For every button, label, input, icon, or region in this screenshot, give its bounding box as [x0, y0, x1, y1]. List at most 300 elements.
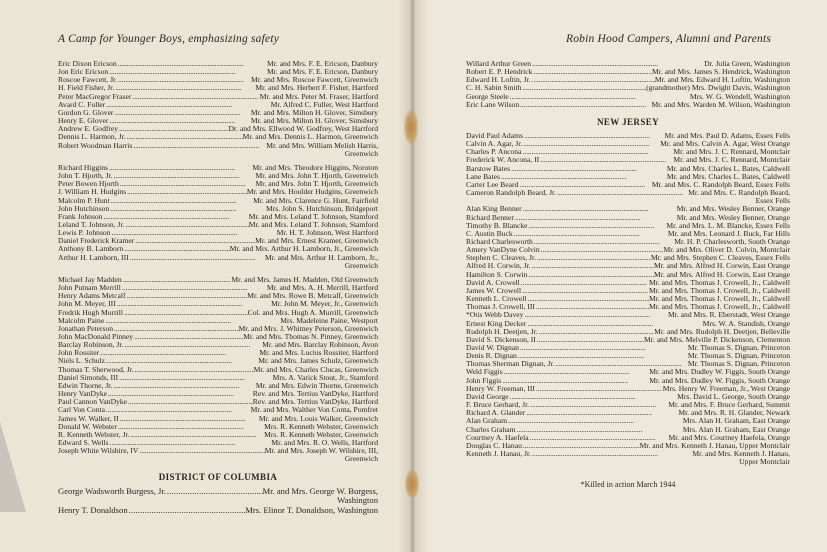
- dot-leader: [123, 309, 248, 317]
- camper-name: David W. Dignan: [466, 343, 519, 352]
- camper-name: John Hutchinson: [58, 203, 110, 213]
- camper-name: Edwin Thorne, Jr.: [58, 380, 113, 390]
- parent-info: Mr. and Mrs. James H. Madden, Old Greenwich: [231, 274, 378, 284]
- dot-leader: [105, 101, 270, 109]
- dot-leader: [125, 292, 247, 300]
- parent-info: Mr. and Mrs. Arthur H. Lamborn, Jr., Greenwich: [229, 244, 378, 254]
- dot-leader: [166, 487, 263, 497]
- camper-name: Kenneth L. Crowell: [466, 294, 527, 304]
- camper-name: Alfred H. Corwin, Jr.: [466, 261, 531, 271]
- parent-info: Mr. and Mrs. Wesley Benner, Orange: [676, 204, 790, 214]
- camper-name: Barstow Bates: [466, 163, 511, 173]
- parent-info: Mr. and Mrs. Kenneth J. Hanau,: [692, 449, 790, 459]
- parent-info: Mr. and Mrs. Wesley Benner, Orange: [676, 212, 790, 222]
- parent-info: Mr. and Mrs. Theodore Higgins, Noroton: [252, 162, 378, 172]
- camper-name: Fredrik Hugh Murrill: [58, 307, 123, 317]
- left-page: [0, 0, 410, 552]
- dot-leader: [535, 385, 663, 393]
- camper-name: John M. Meyer, III: [58, 299, 116, 309]
- parent-info: Mr. and Mrs. Walther Von Conta, Pomfret: [250, 405, 378, 415]
- camper-name: Richard Charlesworth: [466, 236, 533, 246]
- parent-info: Mr. Thomas S. Dignan, Princeton: [687, 359, 790, 369]
- dot-leader: [108, 117, 250, 125]
- dot-leader: [113, 172, 256, 180]
- dot-leader: [109, 205, 266, 213]
- dot-leader: [528, 222, 667, 230]
- camper-name: David Paul Adams: [466, 130, 523, 140]
- parent-info: Mrs. W. A. Standish, Orange: [702, 318, 790, 328]
- camper-name: George Steele: [466, 91, 509, 101]
- camper-name: David A. Crowell: [466, 277, 520, 287]
- dot-leader: [519, 344, 688, 352]
- camper-name: Rudolph H. Deetjen, Jr.: [466, 326, 538, 336]
- dot-leader: [531, 60, 704, 68]
- parent-info: Mr. and Mrs. Rudolph H. Deetjen, Belleville: [654, 326, 790, 336]
- listing-row: [466, 101, 790, 109]
- camper-name: C. H. Sabin Smith: [466, 83, 522, 93]
- camper-name: Richard A. Glander: [466, 408, 526, 418]
- dot-leader: [119, 415, 259, 423]
- dot-leader: [121, 284, 267, 292]
- dc-listing-continued: [466, 60, 790, 109]
- parent-info: Mr. and Mrs. Joseph W. Wilshire, III,: [264, 446, 378, 456]
- parent-info: Mr. and Mrs. Clarence G. Hunt, Fairfield: [253, 195, 378, 205]
- dot-leader: [520, 279, 649, 287]
- camper-name: George Wadsworth Burgess, Jr.: [58, 485, 166, 496]
- dot-leader: [108, 164, 252, 172]
- parent-info: Mr. and Mrs. Leonard J. Buck, Far Hills: [667, 228, 790, 238]
- camper-name: Henry Adams Metcalf: [58, 291, 126, 301]
- camper-name: *Otis Webb Davey: [466, 310, 524, 320]
- parent-info: Mr. and Mrs. Edward H. Loftin, Washington: [654, 75, 790, 85]
- camper-name: Hamilton S. Corwin: [466, 269, 528, 279]
- parent-info: Mr. and Mrs. Barclay Robinson, Avon: [262, 340, 378, 350]
- dot-leader: [117, 60, 267, 68]
- parent-info-continued: Essex Fells: [755, 196, 790, 206]
- camper-name: Leland T. Johnson, Jr.: [58, 219, 125, 229]
- parent-info: Mr. and Mrs. William Melish Harris,: [266, 140, 378, 150]
- camper-name: Timothy B. Blancke: [466, 220, 528, 230]
- footnote: *Killed in action March 1944: [580, 480, 676, 490]
- parent-info: Mrs. John S. Hutchinson, Bridgeport: [265, 203, 378, 213]
- camper-name: Jonathan Peterson: [58, 323, 114, 333]
- dot-leader: [518, 181, 652, 189]
- camper-name: Thomas T. Sherwood, Jr.: [58, 364, 134, 374]
- left-page-header: A Camp for Younger Boys, emphasizing safety: [58, 33, 280, 45]
- parent-info-continued: Greenwich: [344, 454, 378, 464]
- dot-leader: [535, 303, 649, 311]
- parent-info: Mr. Thomas S. Dignan, Princeton: [687, 351, 790, 361]
- parent-info: Mr. and Mrs. John T. Hjorth, Greenwich: [255, 179, 378, 189]
- dot-leader: [129, 254, 265, 262]
- camper-name: Frank Johnson: [58, 211, 103, 221]
- parent-info: Mr. and Mrs. C. Randolph Beard,: [688, 188, 790, 198]
- right-page: [414, 0, 827, 552]
- camper-name: James W. Walker, II: [58, 413, 119, 423]
- camper-name: Alan Graham: [466, 416, 508, 426]
- parent-info: Mr. and Mrs. Milton H. Glover, Simsbury: [250, 107, 378, 117]
- camper-name: Stephen C. Cleaves, Jr.: [466, 253, 537, 263]
- listing-row: [58, 487, 378, 497]
- parent-info: Dr. and Mrs. Ellwood W. Godfrey, West Hartford: [228, 124, 378, 134]
- connecticut-listing: [58, 60, 378, 464]
- parent-info: Mr. and Mrs. Houlder Hudgins, Greenwich: [246, 187, 378, 197]
- dot-leader: [529, 401, 668, 409]
- camper-name: Eric Lane Wilson: [466, 99, 520, 109]
- listing-group: [58, 164, 378, 270]
- camper-name: Michael Jay Madden: [58, 274, 122, 284]
- camper-name: Peter MacGregor Fraser: [58, 91, 132, 101]
- dot-leader: [113, 325, 238, 333]
- dot-leader: [104, 317, 280, 325]
- parent-info: Mrs. Henry W. Freeman, Jr., West Orange: [662, 383, 790, 393]
- dot-leader: [105, 406, 251, 414]
- parent-info: Mr. and Mrs. Peter M. Fraser, Hartford: [259, 91, 378, 101]
- parent-info: Mr. and Mrs. Louis Walker, Greenwich: [258, 413, 378, 423]
- camper-name: Carter Lee Beard: [466, 179, 519, 189]
- parent-info: Mr. and Mrs. Thomas N. Pinney, Greenwich: [243, 332, 378, 341]
- camper-name: Thomas J. Crowell, III: [466, 302, 535, 312]
- parent-info: Mr. and Mrs. R. O. Wells, Hartford: [271, 438, 378, 448]
- camper-name: J. William H. Hudgins: [58, 187, 127, 197]
- dot-leader: [523, 132, 665, 140]
- dot-leader: [529, 434, 669, 442]
- dot-leader: [99, 349, 259, 357]
- camper-name: Calvin A. Agar, Jr.: [466, 139, 523, 149]
- dot-leader: [522, 140, 660, 148]
- camper-name: Carl Von Conta: [58, 405, 105, 415]
- dot-leader: [118, 374, 273, 382]
- dot-leader: [128, 506, 246, 516]
- parent-info: Mr. and Mrs. Milton H. Glover, Simsbury: [250, 116, 378, 126]
- parent-info-continued: Washington: [337, 495, 378, 506]
- camper-name: John Putnam Merrill: [58, 283, 121, 293]
- camper-name: Lane Bates: [466, 171, 500, 181]
- camper-name: Peter Bowen Hjorth: [58, 179, 119, 189]
- parent-info: Dr. Julia Green, Washington: [704, 59, 790, 68]
- dot-leader: [132, 142, 266, 150]
- page-corner-fold: [0, 422, 26, 512]
- dot-leader: [533, 238, 674, 246]
- parent-info: Mrs. W. G. Wendell, Washington: [689, 91, 790, 101]
- parent-info: Mr. and Mrs. J. Whitney Peterson, Greenwich: [238, 323, 378, 333]
- parent-info: Mr. and Mrs. J. C. Rennard, Montclair: [673, 155, 790, 165]
- camper-name: Roscoe Fawcett, Jr.: [58, 75, 118, 85]
- parent-info: Mr. and Mrs. Thomas J. Crowell, Jr., Caldwell: [649, 277, 790, 287]
- parent-info: Mr. and Mrs. Warden M. Wilson, Washington: [651, 99, 790, 109]
- dot-leader: [500, 173, 667, 181]
- dot-leader: [119, 180, 256, 188]
- dot-leader: [525, 409, 678, 417]
- listing-group: [58, 276, 378, 464]
- camper-name: C. Austin Buck: [466, 228, 513, 238]
- parent-info: Rev. and Mrs. Tertius VanDyke, Hartford: [252, 389, 378, 399]
- camper-name: Douglas C. Hanau: [466, 440, 522, 450]
- dot-leader: [118, 125, 228, 133]
- camper-name: Cameron Randolph Beard, Jr.: [466, 188, 557, 198]
- listing-row: [58, 142, 378, 150]
- dot-leader: [134, 237, 255, 245]
- camper-name: Weld Figgis: [466, 367, 503, 377]
- camper-name: James W. Crowell: [466, 285, 522, 295]
- camper-name: John Figgis: [466, 375, 502, 385]
- dot-leader: [527, 295, 649, 303]
- camper-name: Andrew E. Godfrey: [58, 124, 119, 134]
- camper-name: Amery VanDyne Colvin: [466, 245, 540, 255]
- parent-info: Mr. and Mrs. James S. Hendrick, Washington: [651, 67, 790, 77]
- camper-name: Frederick W. Ancona, II: [466, 155, 540, 165]
- dot-leader: [540, 246, 664, 254]
- dot-leader: [517, 352, 688, 360]
- camper-name: Edward S. Wells: [58, 438, 109, 448]
- dot-leader: [532, 68, 652, 76]
- camper-name: Dennis L. Harmon, Jr.: [58, 132, 126, 142]
- parent-info: Mr. and Mrs. Thomas J. Crowell, Jr., Caldwell: [649, 294, 790, 304]
- dot-leader: [114, 84, 255, 92]
- camper-name: David George: [466, 391, 509, 401]
- camper-name: Barclay Robinson, Jr.: [58, 340, 124, 350]
- dot-leader: [117, 423, 264, 431]
- camper-name: Willard Arthur Green: [466, 59, 532, 68]
- parent-info: Mr. and Mrs. Stephen C. Cleaves, Essex Fells: [651, 253, 790, 263]
- dot-leader: [538, 328, 654, 336]
- camper-name: Edward H. Loftin, Jr.: [466, 75, 531, 85]
- parent-info: Mr. and Mrs. Edwin Thorne, Greenwich: [255, 380, 378, 390]
- dot-leader: [103, 213, 249, 221]
- camper-name: Joseph White Wilshire, IV: [58, 446, 139, 456]
- dot-leader: [509, 393, 677, 401]
- camper-name: Alan King Benner: [466, 204, 522, 214]
- parent-info: Mr. and Mrs. Charles Clucas, Greenwich: [253, 364, 378, 374]
- parent-info: Mrs. David L. George, South Orange: [677, 391, 790, 401]
- parent-info: Col. and Mrs. Hugh A. Murrill, Greenwich: [247, 307, 378, 317]
- parent-info: Mrs. Alan H. Graham, East Orange: [682, 424, 790, 434]
- parent-info: Mr. and Mrs. Rowe B. Metcalf, Greenwich: [247, 291, 378, 301]
- parent-info: Mr. Thomas S. Dignan, Princeton: [687, 343, 790, 352]
- camper-name: Richard Higgins: [58, 162, 108, 172]
- dot-leader: [531, 262, 654, 270]
- dot-leader: [122, 276, 232, 284]
- parent-info: Mr. and Mrs. Melville P. Dickenson, Clementon: [644, 334, 790, 344]
- parent-info: Mr. and Mrs. Thomas J. Crowell, Jr., Caldwell: [649, 285, 790, 295]
- camper-name: Henry E. Glover: [58, 116, 109, 126]
- dot-leader: [516, 426, 683, 434]
- camper-name: Charles P. Ancona: [466, 147, 522, 157]
- parent-info: Mr. and Mrs. John T. Hjorth, Greenwich: [255, 171, 378, 181]
- parent-info-continued: Greenwich: [344, 260, 378, 270]
- dot-leader: [531, 76, 655, 84]
- camper-name: Thomas Sherman Dignan, Jr.: [466, 359, 555, 369]
- parent-info: Mr. and Mrs. F. E. Ericson, Danbury: [267, 67, 378, 77]
- camper-name: Ernest King Decker: [466, 318, 527, 328]
- dot-leader: [130, 431, 265, 439]
- dot-leader: [124, 221, 248, 229]
- parent-info: Mr. and Mrs. Dennis L. Harmon, Greenwich: [242, 132, 378, 142]
- camper-name: Henry VanDyke: [58, 389, 107, 399]
- camper-name: Jon Eric Ericson: [58, 67, 109, 77]
- camper-name: Niels L. Schulz: [58, 356, 106, 366]
- dot-leader: [503, 368, 650, 376]
- camper-name: Robert Woodman Harris: [58, 140, 133, 150]
- parent-info: Mrs. Alan H. Graham, East Orange: [682, 416, 790, 426]
- parent-info: Mr. H. T. Johnson, West Hartford: [276, 228, 378, 238]
- dot-leader: [527, 271, 654, 279]
- camper-name: Henry T. Donaldson: [58, 504, 128, 515]
- dot-leader: [127, 398, 253, 406]
- camper-name: Henry W. Freeman, III: [466, 383, 535, 393]
- parent-info: Mr. and Mrs. Paul D. Adams, Essex Fells: [664, 130, 790, 140]
- dot-leader: [510, 165, 667, 173]
- dot-leader: [509, 93, 690, 101]
- parent-info: Mr. and Mrs. George W. Burgess,: [262, 485, 378, 496]
- parent-info: Mrs. A. Varick Stout, Jr., Stamford: [272, 372, 378, 382]
- parent-info: Mr. and Mrs. Dudley W. Figgis, South Orange: [649, 375, 790, 385]
- camper-name: Richard Benner: [466, 212, 514, 222]
- dot-leader: [117, 76, 251, 84]
- dot-leader: [521, 287, 649, 295]
- parent-info: Mr. and Mrs. F. E. Ericson, Danbury: [267, 59, 378, 68]
- dot-leader: [514, 214, 677, 222]
- parent-info: Mr. and Mrs. Ernest Kramer, Greenwich: [255, 236, 378, 246]
- listing-row: [58, 506, 378, 516]
- parent-info: Mrs. Elinor T. Donaldson, Washington: [245, 504, 378, 515]
- nj-listing: [466, 132, 790, 466]
- camper-name: R. Kenneth Webster, Jr.: [58, 429, 130, 439]
- camper-name: Denis R. Dignan: [466, 351, 517, 361]
- parent-info: Mr. and Mrs. Thomas J. Crowell, Jr., Caldwell: [649, 302, 790, 312]
- dot-leader: [111, 229, 277, 237]
- camper-name: Malcolm P. Hunt: [58, 195, 110, 205]
- dot-leader: [513, 230, 668, 238]
- parent-info: Mr. and Mrs. Calvin A. Agar, West Orange: [660, 139, 790, 149]
- parent-info: Mr. and Mrs. Roscoe Fawcett, Greenwich: [251, 75, 378, 85]
- camper-name: Donald W. Webster: [58, 421, 117, 431]
- camper-name: H. Field Fisher, Jr.: [58, 83, 115, 93]
- parent-info: Mr. and Mrs. C. Randolph Beard, Essex Fells: [651, 179, 790, 189]
- parent-info: Mr. and Mrs. Leland T. Johnson, Stamford: [248, 219, 378, 229]
- nj-heading: NEW JERSEY: [596, 116, 660, 127]
- camper-name: Courtney A. Haefela: [466, 432, 529, 442]
- dot-leader: [522, 84, 647, 92]
- dot-leader: [522, 442, 640, 450]
- camper-name: Lewis P. Johnson: [58, 228, 111, 238]
- parent-info: Mr. and Mrs. L. M. Blancke, Essex Fells: [666, 220, 790, 230]
- dot-leader: [536, 336, 644, 344]
- parent-info: Mr. Alfred C. Fuller, West Hartford: [270, 99, 378, 109]
- parent-info: Mr. and Mrs. Herbert F. Fisher, Hartford: [255, 83, 378, 93]
- dot-leader: [110, 197, 253, 205]
- dot-leader: [539, 156, 673, 164]
- dc-heading: DISTRICT OF COLUMBIA: [158, 471, 278, 482]
- binding-stain: [405, 470, 419, 498]
- dot-leader: [501, 377, 649, 385]
- right-page-header: Robin Hood Campers, Alumni and Parents: [566, 33, 772, 45]
- camper-name: John MacDonald Pinney: [58, 332, 134, 341]
- dot-leader: [556, 189, 688, 197]
- parent-info: Mr. John M. Meyer, Jr., Greenwich: [271, 299, 378, 309]
- parent-info-continued: Upper Montclair: [739, 457, 790, 467]
- parent-info: Mr. and Mrs. Arthur H. Lamborn, Jr.,: [264, 252, 378, 262]
- parent-info: (grandmother) Mrs. Dwight Davis, Washington: [646, 83, 790, 93]
- camper-name: Kenneth J. Hanau, Jr.: [466, 449, 531, 459]
- camper-name: Daniel Simonds, III: [58, 372, 119, 382]
- parent-info: Mr. and Mrs. Leland T. Johnson, Stamford: [248, 211, 378, 221]
- camper-name: Charles Graham: [466, 424, 516, 434]
- parent-info: Mr. and Mrs. R. Eberstadt, West Orange: [668, 310, 790, 320]
- camper-name: F. Bruce Gerhard, Jr.: [466, 400, 530, 410]
- dot-leader: [521, 148, 673, 156]
- dot-leader: [526, 320, 702, 328]
- camper-name: Eric Dixon Ericson: [58, 59, 117, 68]
- camper-name: John T. Hjorth, Jr.: [58, 171, 113, 181]
- listing-row: [466, 189, 790, 197]
- parent-info: Mr. and Mrs. Kenneth J. Hanau, Upper Montclair: [639, 440, 790, 450]
- dot-leader: [126, 188, 247, 196]
- camper-name: Avard C. Fuller: [58, 99, 106, 109]
- parent-info: Mr. and Mrs. A. H. Merrill, Hartford: [266, 283, 378, 293]
- parent-info: Mr. and Mrs. Lucius Rossiter, Hartford: [259, 348, 378, 358]
- parent-info: Mr. and Mrs. Alfred H. Corwin, East Orange: [653, 261, 790, 271]
- left-page-listing: [58, 60, 378, 515]
- parent-info: Mr. and Mrs. Charles L. Bates, Caldwell: [666, 171, 790, 181]
- dot-leader: [531, 450, 692, 458]
- parent-info: Mrs. R. Kenneth Webster, Greenwich: [264, 429, 378, 439]
- camper-name: David S. Dickenson, II: [466, 334, 536, 344]
- parent-info: Mr. and Mrs. Courtney Haefela, Orange: [668, 432, 790, 442]
- parent-info: Rev. and Mrs. Tertius VanDyke, Hartford: [252, 397, 378, 407]
- camper-name: Gordon G. Glover: [58, 107, 114, 117]
- dot-leader: [519, 101, 651, 109]
- parent-info-continued: Greenwich: [344, 148, 378, 158]
- parent-info: Mrs. Madeleine Paine, Westport: [280, 315, 378, 325]
- parent-info: Mr. and Mrs. F. Bruce Gerhard, Summit: [668, 400, 790, 410]
- dot-leader: [112, 382, 256, 390]
- binding-stain: [404, 110, 418, 144]
- dot-leader: [105, 357, 258, 365]
- dot-leader: [522, 205, 677, 213]
- listing-row: [58, 447, 378, 455]
- dot-leader: [134, 366, 254, 374]
- parent-info: Mr. H. P. Charlesworth, South Orange: [674, 236, 790, 246]
- dot-leader: [507, 417, 683, 425]
- dot-leader: [113, 109, 250, 117]
- right-page-listing: [466, 60, 790, 489]
- parent-info: Mr. and Mrs. James Schulz, Greenwich: [258, 356, 378, 366]
- parent-info: Mr. and Mrs. R. H. Glander, Newark: [678, 408, 790, 418]
- dot-leader: [107, 390, 253, 398]
- dot-leader: [554, 360, 687, 368]
- dot-leader: [123, 341, 262, 349]
- dot-leader: [109, 439, 272, 447]
- camper-name: Daniel Frederick Kramer: [58, 236, 135, 246]
- dot-leader: [116, 300, 271, 308]
- parent-info: Mr. and Mrs. Alfred H. Corwin, East Orange: [653, 269, 790, 279]
- parent-info: Mrs. R. Kenneth Webster, Greenwich: [264, 421, 378, 431]
- dot-leader: [536, 254, 651, 262]
- parent-info: Mr. and Mrs. J. C. Rennard, Montclair: [673, 147, 790, 157]
- camper-name: John Rossiter: [58, 348, 100, 358]
- listing-group: [58, 60, 378, 158]
- dot-leader: [126, 133, 243, 141]
- camper-name: Anthony B. Lamborn: [58, 244, 124, 254]
- parent-info: Mr. and Mrs. Dudley W. Figgis, South Orange: [649, 367, 790, 377]
- camper-name: Paul Cannon VanDyke: [58, 397, 128, 407]
- dot-leader: [131, 93, 259, 101]
- dot-leader: [123, 245, 230, 253]
- camper-name: Malcolm Paine: [58, 315, 105, 325]
- listing-row: [58, 254, 378, 262]
- dot-leader: [523, 311, 668, 319]
